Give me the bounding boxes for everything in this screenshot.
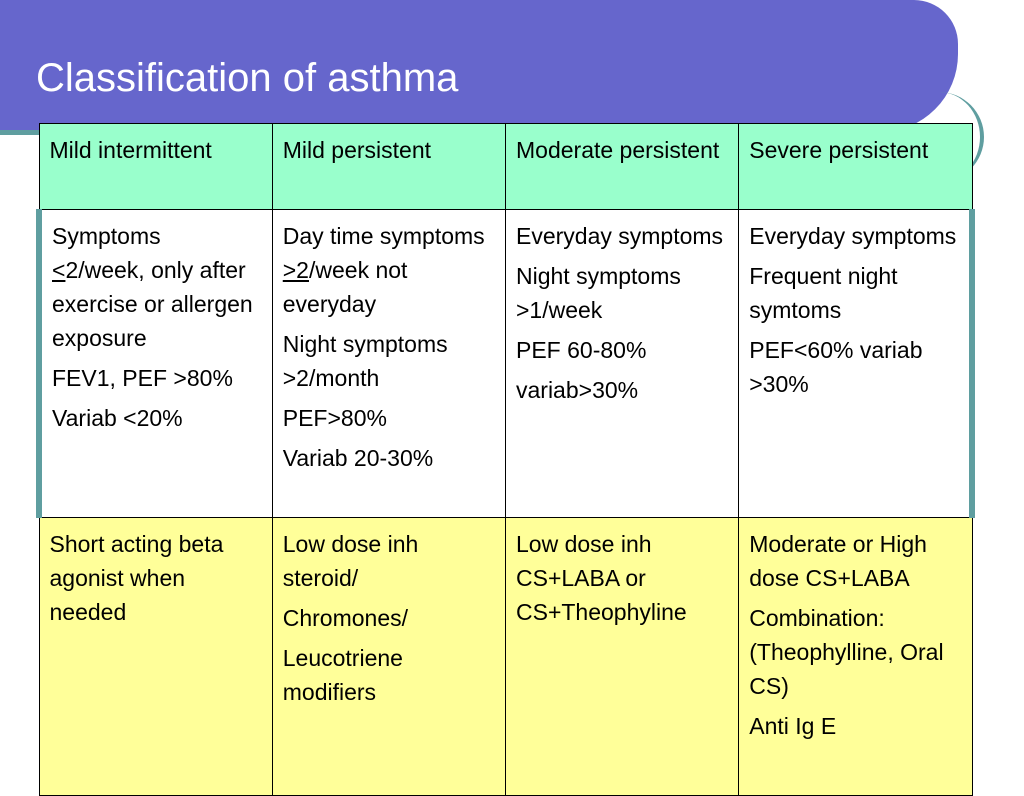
cell-line: Chromones/ xyxy=(282,605,409,631)
treatment-cell-severe-persistent xyxy=(739,518,972,796)
cell-line: PEF 60-80% xyxy=(516,337,647,363)
cell-line: Low dose inh CS+LABA or CS+Theophyline xyxy=(516,531,687,625)
cell-text: Day time symptoms xyxy=(282,223,485,249)
treatment-cell-mild-intermittent xyxy=(39,518,272,796)
title-accent-line xyxy=(0,130,40,135)
table-header-row xyxy=(39,124,972,210)
cell-line: Variab <20% xyxy=(52,405,183,431)
header-moderate-persistent: Moderate persistent xyxy=(506,124,739,210)
symptoms-row xyxy=(39,210,972,518)
header-severe-persistent: Severe persistent xyxy=(739,124,972,210)
symptoms-cell-severe-persistent xyxy=(739,210,972,518)
cell-line: Variab 20-30% xyxy=(282,445,434,471)
cell-line xyxy=(52,219,262,355)
cell-line: Leucotriene modifiers xyxy=(282,645,403,705)
treatment-cell-moderate-persistent xyxy=(506,518,739,796)
treatment-row xyxy=(39,518,972,796)
cell-line: FEV1, PEF >80% xyxy=(52,365,233,391)
cell-line: Low dose inh steroid/ xyxy=(282,531,419,591)
symptoms-cell-moderate-persistent xyxy=(506,210,739,518)
treatment-cell-mild-persistent xyxy=(272,518,505,796)
cell-line: Anti Ig E xyxy=(749,713,837,739)
slide-title: Classification of asthma xyxy=(36,56,459,100)
cell-line: Night symptoms >2/month xyxy=(282,331,448,391)
cell-text: /week not everyday xyxy=(282,257,408,317)
cell-line: Short acting beta agonist when needed xyxy=(49,531,224,625)
cell-line: Everyday symptoms xyxy=(749,223,957,249)
cell-line: Everyday symptoms xyxy=(516,223,724,249)
header-mild-intermittent: Mild intermittent xyxy=(39,124,272,210)
cell-text-underlined: >2 xyxy=(282,257,309,283)
cell-line xyxy=(283,219,495,321)
symptoms-cell-mild-persistent xyxy=(272,210,505,518)
cell-line: variab>30% xyxy=(516,377,639,403)
cell-text-underlined: < xyxy=(52,257,66,283)
cell-text: 2/week, only after exercise or allergen exposure xyxy=(52,257,253,351)
cell-line: PEF>80% xyxy=(282,405,387,431)
cell-text: Symptoms xyxy=(52,223,161,249)
cell-line: PEF<60% variab >30% xyxy=(749,337,923,397)
asthma-classification-table xyxy=(36,123,975,796)
cell-line: Night symptoms >1/week xyxy=(516,263,681,323)
cell-line: Combination: (Theophylline, Oral CS) xyxy=(749,605,944,699)
symptoms-cell-mild-intermittent xyxy=(39,210,272,518)
cell-line: Moderate or High dose CS+LABA xyxy=(749,531,927,591)
header-mild-persistent: Mild persistent xyxy=(272,124,505,210)
cell-line: Frequent night symtoms xyxy=(749,263,898,323)
